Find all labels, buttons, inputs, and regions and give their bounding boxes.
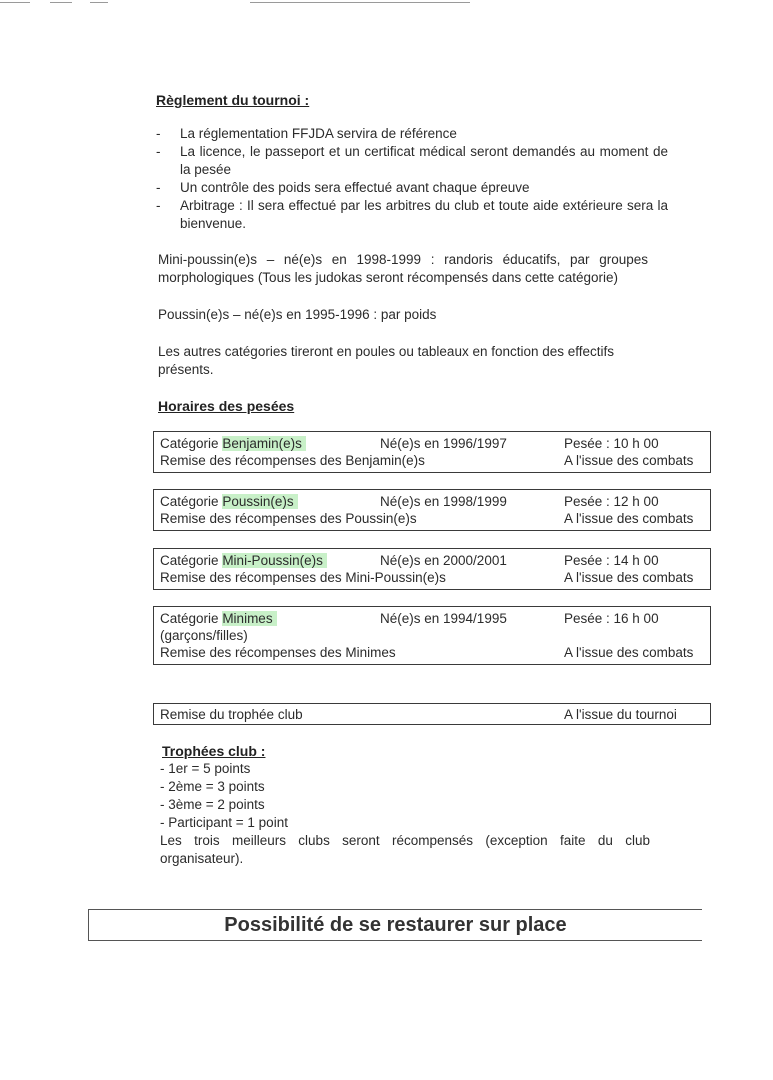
birth-years: Né(e)s en 2000/2001 bbox=[380, 553, 507, 568]
restaurant-banner: Possibilité de se restaurer sur place bbox=[88, 909, 702, 941]
trophy-points-list bbox=[160, 760, 650, 868]
club-trophy-row bbox=[154, 706, 710, 723]
category-label: Catégorie Poussin(e)s bbox=[160, 493, 298, 510]
weigh-in-time: Pesée : 14 h 00 bbox=[564, 553, 659, 568]
trophy-point-item: - Participant = 1 point bbox=[160, 815, 288, 830]
mini-poussins-paragraph: Mini-poussin(e)s – né(e)s en 1998-1999 : randoris éducatifs, par groupes morphologiques (Tous les judokas seront récompensés dans cette catégorie) bbox=[158, 252, 648, 285]
schedule-row bbox=[154, 435, 710, 452]
club-trophy-label: Remise du trophée club bbox=[160, 707, 303, 722]
club-trophy-time: A l'issue du tournoi bbox=[564, 707, 677, 722]
birth-years: Né(e)s en 1998/1999 bbox=[380, 494, 507, 509]
schedule-box-poussins bbox=[153, 489, 711, 531]
rule-item: - Arbitrage : Il sera effectué par les arbitres du club et toute aide extérieure sera la bienvenue. bbox=[156, 197, 668, 233]
category-subtitle: (garçons/filles) bbox=[160, 628, 248, 643]
category-label: Catégorie Benjamin(e)s bbox=[160, 435, 306, 452]
trophy-point-item: - 1er = 5 points bbox=[160, 761, 251, 776]
weigh-in-time: Pesée : 16 h 00 bbox=[564, 611, 659, 626]
award-row bbox=[154, 452, 710, 469]
schedule-box-benjamins bbox=[153, 431, 711, 473]
schedule-row bbox=[154, 493, 710, 510]
category-subtitle-row bbox=[154, 627, 710, 644]
weigh-in-time: Pesée : 10 h 00 bbox=[564, 436, 659, 451]
trophies-heading: Trophées club : bbox=[162, 743, 266, 759]
award-row bbox=[154, 644, 710, 661]
birth-years: Né(e)s en 1996/1997 bbox=[380, 436, 507, 451]
rules-list bbox=[156, 125, 668, 233]
award-time: A l'issue des combats bbox=[564, 645, 694, 660]
trophy-note: Les trois meilleurs clubs seront récompensés (exception faite du club organisateur). bbox=[160, 833, 650, 866]
award-time: A l'issue des combats bbox=[564, 453, 694, 468]
award-label: Remise des récompenses des Minimes bbox=[160, 645, 396, 660]
schedule-box-mini-poussins bbox=[153, 548, 711, 590]
rule-item: - Un contrôle des poids sera effectué avant chaque épreuve bbox=[156, 179, 668, 197]
award-label: Remise des récompenses des Benjamin(e)s bbox=[160, 453, 425, 468]
birth-years: Né(e)s en 1994/1995 bbox=[380, 611, 507, 626]
category-label: Catégorie Mini-Poussin(e)s bbox=[160, 552, 327, 569]
schedule-box-club-trophy bbox=[153, 703, 711, 725]
rules-heading: Règlement du tournoi : bbox=[156, 92, 310, 108]
rule-item: - La réglementation FFJDA servira de référence bbox=[156, 125, 668, 143]
category-label: Catégorie Minimes bbox=[160, 610, 277, 627]
schedule-row bbox=[154, 552, 710, 569]
award-row bbox=[154, 569, 710, 586]
category-name: Benjamin(e)s bbox=[222, 436, 306, 451]
trophy-point-item: - 2ème = 3 points bbox=[160, 779, 265, 794]
poussins-paragraph: Poussin(e)s – né(e)s en 1995-1996 : par poids bbox=[158, 307, 437, 322]
schedule-box-minimes bbox=[153, 606, 711, 665]
rule-item: - La licence, le passeport et un certificat médical seront demandés au moment de la pesée bbox=[156, 143, 668, 179]
award-label: Remise des récompenses des Mini-Poussin(e)s bbox=[160, 570, 446, 585]
trophy-point-item: - 3ème = 2 points bbox=[160, 797, 265, 812]
award-time: A l'issue des combats bbox=[564, 570, 694, 585]
category-name: Minimes bbox=[222, 611, 276, 626]
category-name: Mini-Poussin(e)s bbox=[222, 553, 327, 568]
award-time: A l'issue des combats bbox=[564, 511, 694, 526]
schedule-heading: Horaires des pesées bbox=[158, 398, 295, 414]
scan-edge-marks bbox=[0, 0, 773, 6]
category-name: Poussin(e)s bbox=[222, 494, 297, 509]
other-categories-paragraph: Les autres catégories tireront en poules ou tableaux en fonction des effectifs présents. bbox=[158, 344, 615, 377]
award-label: Remise des récompenses des Poussin(e)s bbox=[160, 511, 417, 526]
schedule-row bbox=[154, 610, 710, 627]
award-row bbox=[154, 510, 710, 527]
weigh-in-time: Pesée : 12 h 00 bbox=[564, 494, 659, 509]
